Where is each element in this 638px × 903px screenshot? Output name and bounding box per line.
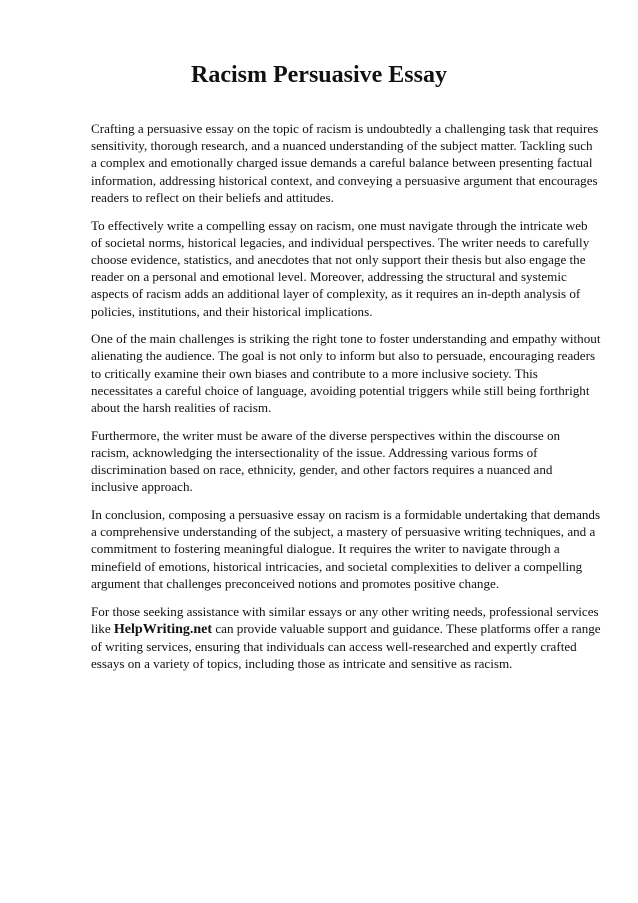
paragraph-intro: Crafting a persuasive essay on the topic of racism is undoubtedly a challenging task that requires sensitivity, thorough research, and a nuanced understanding of the subject matter. Tackling such a complex and emotionally charged issue demands a careful balance between presenting factual information, addressing historical context, and conveying a persuasive argument that encourages readers to reflect on their beliefs and attitudes.	[91, 121, 599, 205]
paragraph-challenges: One of the main challenges is striking the right tone to foster understanding and empathy without alienating the audience. The goal is not only to inform but also to persuade, encouraging readers to critically examine their own biases and contribute to a more inclusive society. This necessitates a careful choice of language, avoiding potential triggers while still being forthright about the harsh realities of racism.	[91, 331, 601, 416]
paragraph-perspectives: Furthermore, the writer must be aware of the diverse perspectives within the discourse on racism, acknowledging the intersectionality of the issue. Addressing various forms of discrimination based on race, ethnicity, gender, and other factors requires a nuanced and inclusive approach.	[91, 427, 561, 495]
essay-body	[91, 120, 601, 683]
paragraph-approach: To effectively write a compelling essay on racism, one must navigate through the intricate web of societal norms, historical legacies, and individual perspectives. The writer needs to carefully choose evidence, statistics, and anecdotes that not only support their thesis but also engage the reader on a personal and emotional level. Moreover, addressing the structural and systemic aspects of racism adds an additional layer of complexity, as it requires an in-depth analysis of policies, institutions, and their historical implications.	[91, 217, 590, 319]
closing-text-before: For those seeking assistance with similar essays or any other writing needs, professional services like	[91, 603, 599, 636]
paragraph-conclusion: In conclusion, composing a persuasive essay on racism is a formidable undertaking that demands a comprehensive understanding of the subject, a mastery of persuasive writing techniques, and a commitment to fostering meaningful dialogue. It requires the writer to navigate through a minefield of emotions, historical intricacies, and societal complexities to deliver a compelling argument that challenges preconceived notions and promotes positive change.	[91, 507, 601, 591]
service-link[interactable]: HelpWriting.net	[113, 621, 213, 637]
closing-text-after: can provide valuable support and guidance. These platforms offer a range of writing services, ensuring that individuals can access well-researched and expertly crafted essays on a variety of topics, including those as intricate and sensitive as racism.	[91, 620, 601, 672]
page-title: Racism Persuasive Essay	[191, 62, 447, 88]
paragraph-closing	[91, 603, 601, 673]
